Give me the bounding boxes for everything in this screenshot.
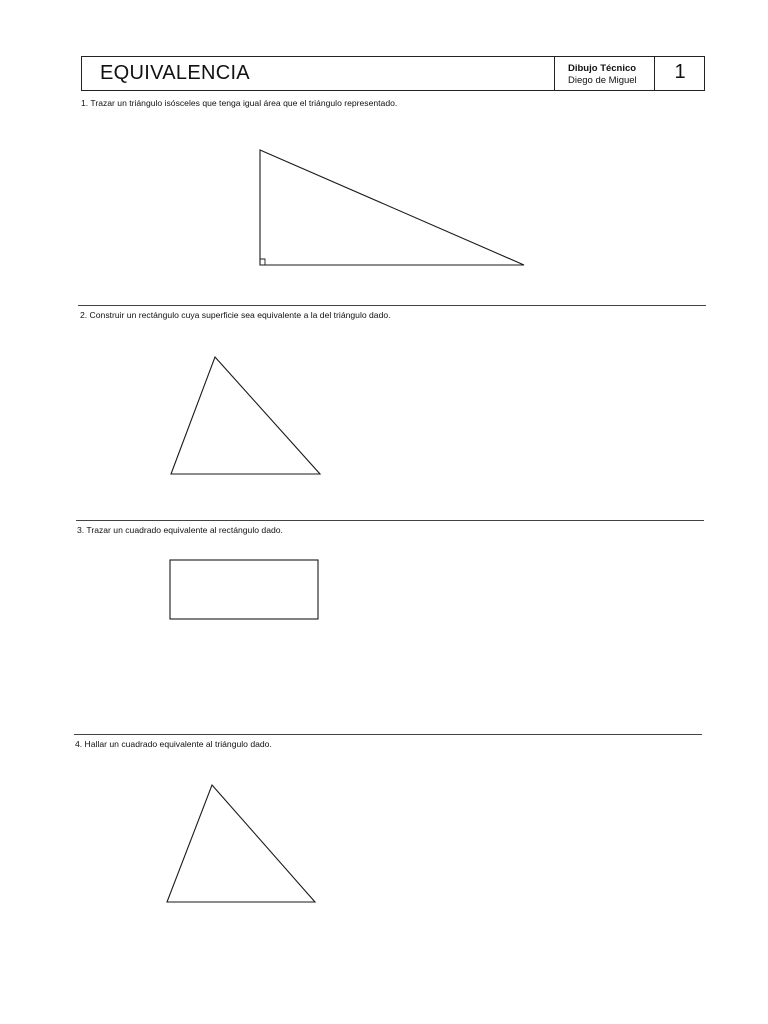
exercise-4-statement: 4. Hallar un cuadrado equivalente al triángulo dado. xyxy=(75,739,272,749)
right-triangle-figure xyxy=(260,150,524,265)
exercise-1-statement: 1. Trazar un triángulo isósceles que tenga igual área que el triángulo representado. xyxy=(81,98,398,108)
exercise-3-statement: 3. Trazar un cuadrado equivalente al rectángulo dado. xyxy=(77,525,283,535)
right-angle-mark xyxy=(260,259,265,265)
sheet-title: EQUIVALENCIA xyxy=(100,62,250,84)
rectangle-figure xyxy=(170,560,318,619)
subject-label: Dibujo Técnico xyxy=(568,63,637,74)
author-label: Diego de Miguel xyxy=(568,75,637,86)
exercise-2-statement: 2. Construir un rectángulo cuya superficie sea equivalente a la del triángulo dado. xyxy=(80,310,391,320)
acute-triangle-figure xyxy=(167,785,315,902)
scalene-triangle-figure xyxy=(171,357,320,474)
sheet-number: 1 xyxy=(674,61,686,83)
